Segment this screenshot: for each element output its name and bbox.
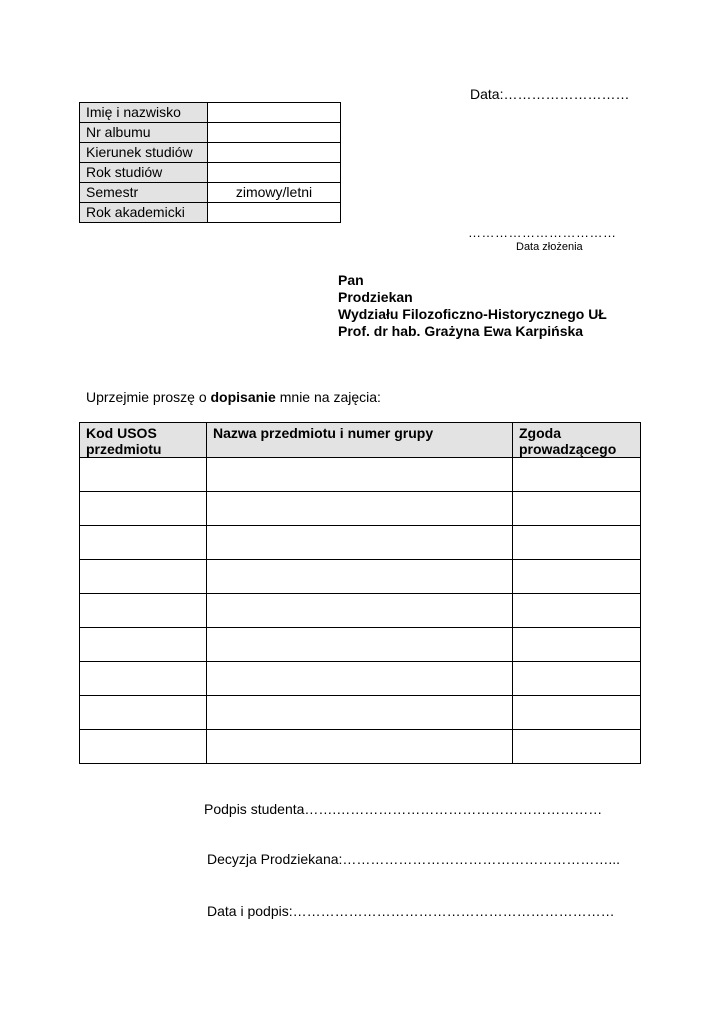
year-of-study-value[interactable]: [208, 163, 341, 183]
column-header-consent: Zgoda prowadzącego: [513, 423, 641, 458]
field-of-study-label: Kierunek studiów: [80, 143, 208, 163]
table-row: [80, 662, 641, 696]
name-cell[interactable]: [207, 526, 513, 560]
consent-cell[interactable]: [513, 730, 641, 764]
code-cell[interactable]: [80, 628, 207, 662]
submission-date-line[interactable]: ……………………………: [468, 225, 617, 240]
addressee-line: Prodziekan: [338, 289, 413, 305]
code-cell[interactable]: [80, 662, 207, 696]
name-label: Imię i nazwisko: [80, 103, 208, 123]
name-cell[interactable]: [207, 696, 513, 730]
name-cell[interactable]: [207, 560, 513, 594]
table-row: [80, 560, 641, 594]
student-signature-line[interactable]: Podpis studenta…….…………………………………………………: [204, 801, 603, 817]
request-sentence: [86, 389, 381, 405]
name-value[interactable]: [208, 103, 341, 123]
table-row: [80, 526, 641, 560]
consent-cell[interactable]: [513, 526, 641, 560]
code-cell[interactable]: [80, 526, 207, 560]
request-text: mnie na zajęcia:: [275, 389, 381, 405]
table-row: [80, 163, 341, 183]
addressee-line: Pan: [338, 272, 364, 288]
consent-cell[interactable]: [513, 628, 641, 662]
submission-date-caption: Data złożenia: [516, 241, 583, 253]
table-header-row: [80, 423, 641, 458]
table-row: [80, 730, 641, 764]
table-row: [80, 458, 641, 492]
table-row: [80, 103, 341, 123]
table-row: [80, 696, 641, 730]
consent-cell[interactable]: [513, 594, 641, 628]
addressee-block: [338, 272, 607, 340]
code-cell[interactable]: [80, 458, 207, 492]
student-info-table: [79, 102, 341, 223]
courses-table: [79, 422, 641, 764]
date-field: Data:………………………: [470, 86, 630, 102]
code-cell[interactable]: [80, 492, 207, 526]
academic-year-label: Rok akademicki: [80, 203, 208, 223]
academic-year-value[interactable]: [208, 203, 341, 223]
name-cell[interactable]: [207, 594, 513, 628]
addressee-line: Wydziału Filozoficzno-Historycznego UŁ: [338, 306, 607, 322]
table-row: [80, 594, 641, 628]
code-cell[interactable]: [80, 560, 207, 594]
consent-cell[interactable]: [513, 492, 641, 526]
request-keyword: dopisanie: [210, 389, 276, 405]
year-of-study-label: Rok studiów: [80, 163, 208, 183]
code-cell[interactable]: [80, 696, 207, 730]
album-number-label: Nr albumu: [80, 123, 208, 143]
field-of-study-value[interactable]: [208, 143, 341, 163]
code-cell[interactable]: [80, 730, 207, 764]
table-row: [80, 203, 341, 223]
table-row: [80, 628, 641, 662]
name-cell[interactable]: [207, 492, 513, 526]
name-cell[interactable]: [207, 730, 513, 764]
semester-value[interactable]: zimowy/letni: [208, 183, 341, 203]
column-header-code: Kod USOS przedmiotu: [80, 423, 207, 458]
album-number-value[interactable]: [208, 123, 341, 143]
consent-cell[interactable]: [513, 696, 641, 730]
table-row: [80, 123, 341, 143]
addressee-line: Prof. dr hab. Grażyna Ewa Karpińska: [338, 323, 584, 339]
date-and-signature-line[interactable]: Data i podpis:……………………………………………………………: [207, 903, 615, 919]
dean-decision-line[interactable]: Decyzja Prodziekana:…………………………………………………...: [207, 851, 621, 867]
table-row: [80, 183, 341, 203]
consent-cell[interactable]: [513, 560, 641, 594]
name-cell[interactable]: [207, 628, 513, 662]
request-text: Uprzejmie proszę o: [86, 389, 211, 405]
code-cell[interactable]: [80, 594, 207, 628]
semester-label: Semestr: [80, 183, 208, 203]
table-row: [80, 143, 341, 163]
column-header-name: Nazwa przedmiotu i numer grupy: [207, 423, 513, 458]
consent-cell[interactable]: [513, 458, 641, 492]
table-row: [80, 492, 641, 526]
name-cell[interactable]: [207, 662, 513, 696]
consent-cell[interactable]: [513, 662, 641, 696]
name-cell[interactable]: [207, 458, 513, 492]
